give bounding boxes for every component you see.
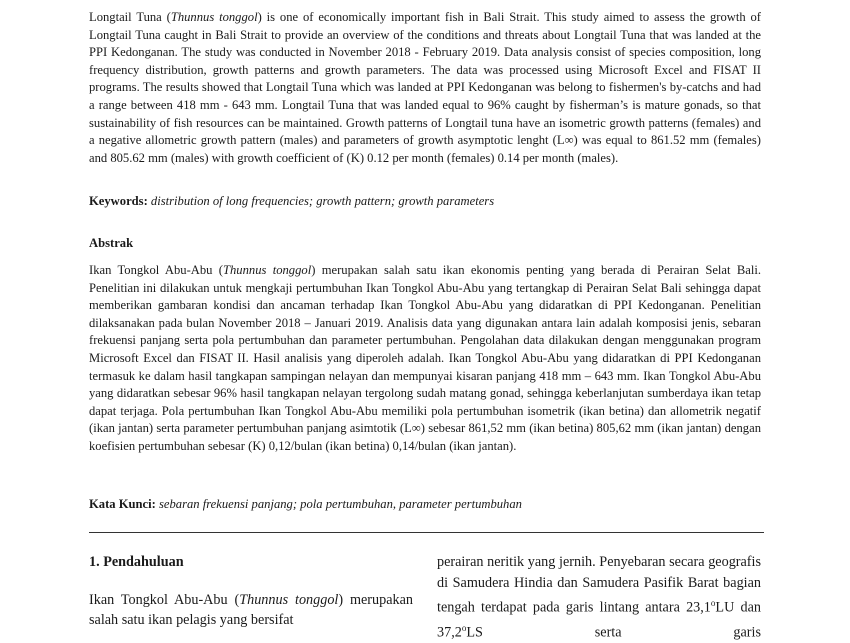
- intro-left-text-2: ) merupakan salah satu ikan pelagis yang bersifat: [89, 591, 413, 628]
- intro-right-text-3: LS serta garis: [466, 624, 761, 641]
- abstrak-heading: Abstrak: [89, 236, 134, 250]
- abstrak-species-name: Thunnus tonggol: [223, 263, 312, 277]
- keywords-label: Keywords:: [89, 194, 148, 208]
- intro-right-paragraph: [437, 552, 761, 643]
- degree-mark-2: o: [461, 623, 467, 634]
- intro-right-column: [437, 552, 761, 643]
- kata-kunci-line: [89, 496, 761, 513]
- intro-heading: 1. Pendahuluan: [89, 554, 184, 570]
- abstract-indonesian: [89, 262, 761, 456]
- abstrak-text-1: Ikan Tongkol Abu-Abu (: [89, 263, 223, 277]
- intro-right-text-1: perairan neritik yang jernih. Penyebaran secara geografis di Samudera Hindia dan Samudera Pasifik Barat bagian tengah terdapat pada garis lintang antara 23,1: [437, 554, 761, 616]
- intro-species-name: Thunnus tonggol: [239, 591, 339, 608]
- abstract-en-text-1: Longtail Tuna (: [89, 10, 171, 24]
- abstract-en-text-2: ) is one of economically important fish in Bali Strait. This study aimed to assess the growth of Longtail Tuna caught in Bali Strait to provide an overview of the conditions and threats about Longtail Tuna that was landed at the PPI Kedonganan. The study was conducted in November 2018 - February 2019. Data analysis consist of species composition, long frequency distribution, growth patterns and growth parameters. The data was processed using Microsoft Excel and FISAT II programs. The results showed that Longtail Tuna which was landed at PPI Kedonganan was belong to fishermen's by-catchs and had a range between 418 mm - 643 mm. Longtail Tuna that was landed equal to 96% caught by fisherman’s is mature gonads, so that sustainability of fish resources can be maintained. Growth patterns of Longtail tuna have an isometric growth patterns (females) and a negative allometric growth pattern (males) and parameters of growth asymptotic lenght (L∞) was equal to 861.52 mm (females) and 805.62 mm (males) with growth coefficient of (K) 0.12 per month (females) 0.14 per month (males).: [89, 10, 761, 165]
- degree-mark-1: o: [710, 598, 716, 608]
- intro-left-text-1: Ikan Tongkol Abu-Abu (: [89, 591, 240, 608]
- intro-left-paragraph: [89, 590, 413, 631]
- kata-kunci-label: Kata Kunci:: [89, 497, 156, 511]
- intro-left-column: [89, 552, 413, 631]
- keywords-line: [89, 193, 761, 210]
- abstract-english: [89, 9, 761, 167]
- abstrak-text-2: ) merupakan salah satu ikan ekonomis penting yang berada di Perairan Selat Bali. Penelitian ini dilakukan untuk mengkaji pertumbuhan Ikan Tongkol Abu-Abu yang tertangkap di Perairan Selat Bali sehingga dapat memberikan gambaran kondisi dan ancaman terhadap Ikan Tongkol Abu-Abu yang didaratkan di PPI Kedonganan. Penelitian dilaksanakan pada bulan November 2018 – Januari 2019. Analisis data yang digunakan antara lain adalah komposisi jenis, sebaran frekuensi panjang serta pola pertumbuhan dan parameter pertumbuhan. Pengolahan data dilakukan dengan menggunakan program Microsoft Excel dan FISAT II. Hasil analisis yang diperoleh adalah. Ikan Tongkol Abu-Abu yang didaratkan di PPI Kedonganan termasuk ke dalam hasil tangkapan sampingan nelayan dan mempunyai kisaran panjang 418 mm – 643 mm. Ikan Tongkol Abu-Abu yang didaratkan sebesar 96% hasil tangkapan nelayan tergolong sudah matang gonad, sehingga keberlanjutan sumberdaya ikan tetap dapat terjaga. Pola pertumbuhan Ikan Tongkol Abu-Abu memiliki pola pertumbuhan isometrik (ikan betina) dan allometrik negatif (ikan jantan) serta parameter pertumbuhan panjang asimtotik (L∞) sebesar 861,52 mm (ikan betina) 805,62 mm (ikan jantan) dengan koefisien pertumbuhan sebesar (K) 0,12/bulan (ikan betina) 0,14/bulan (ikan jantan).: [89, 263, 761, 453]
- section-divider: [89, 532, 764, 533]
- intro-right-text-2: LU dan 37,2: [437, 599, 761, 641]
- abstract-en-species-name: Thunnus tonggol: [170, 10, 258, 24]
- keywords-value: distribution of long frequencies; growth pattern; growth parameters: [150, 194, 495, 208]
- kata-kunci-value: sebaran frekuensi panjang; pola pertumbuhan, parameter pertumbuhan: [158, 497, 522, 511]
